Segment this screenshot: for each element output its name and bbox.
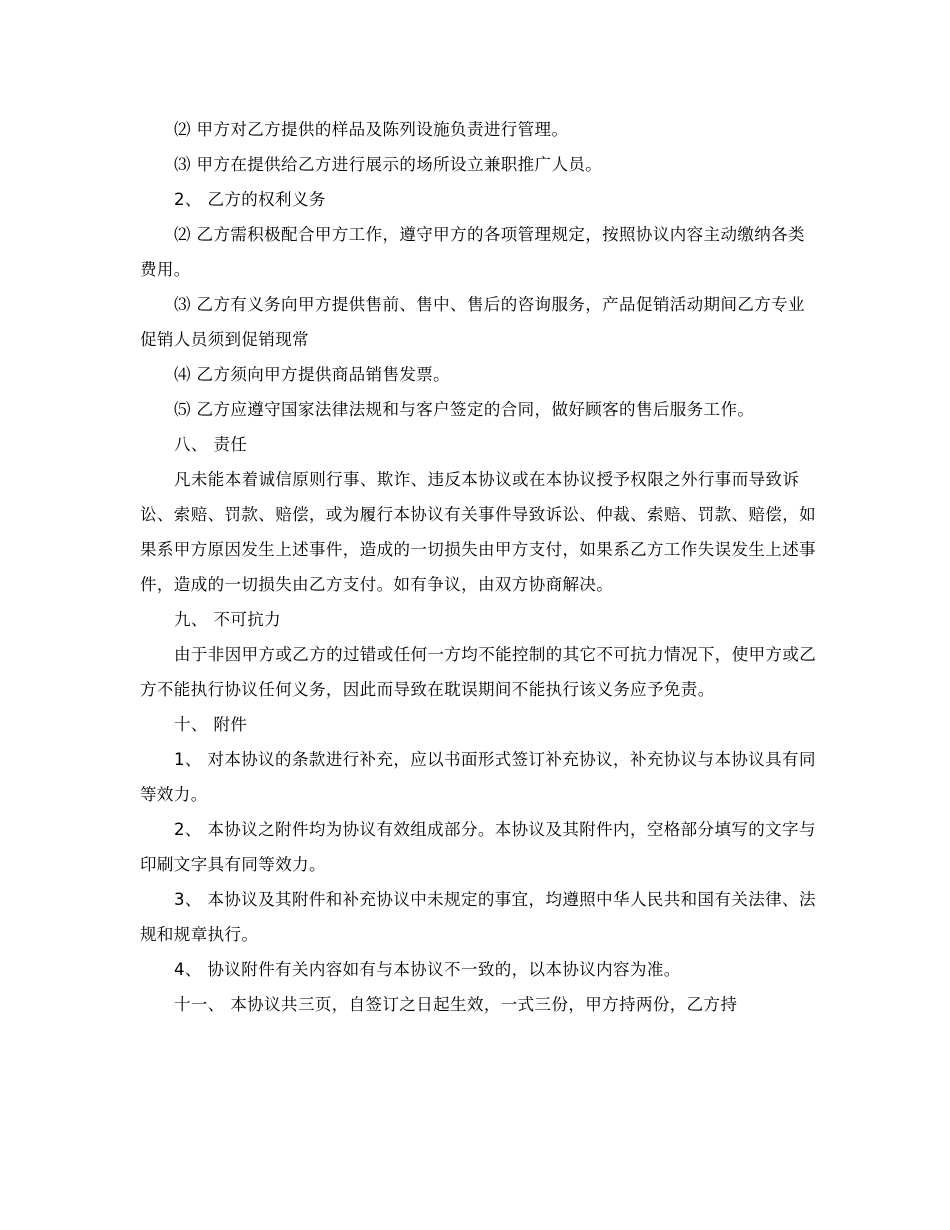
heading-section-8: 八、 责任 [174, 435, 248, 454]
paragraph-force-majeure: 由于非因甲方或乙方的过错或任何一方均不能控制的其它不可抗力情况下，使甲方或乙方不能执行协议任何义务，因此而导致在耽误期间不能执行该义务应予免责。 [140, 645, 817, 699]
paragraph-b-3: ⑶ 乙方有义务向甲方提供售前、售中、售后的咨询服务，产品促销活动期间乙方专业促销人员须到促销现常 [140, 295, 805, 349]
paragraph-annex-1: 1、 对本协议的条款进行补充，应以书面形式签订补充协议，补充协议与本协议具有同等效力。 [140, 750, 816, 804]
paragraph-section-11: 十一、 本协议共三页，自签订之日起生效，一式三份，甲方持两份，乙方持 [174, 995, 738, 1014]
paragraph-a-3: ⑶ 甲方在提供给乙方进行展示的场所设立兼职推广人员。 [174, 155, 603, 174]
paragraph-annex-3: 3、 本协议及其附件和补充协议中未规定的事宜，均遵照中华人民共和国有关法律、法规和规章执行。 [140, 890, 816, 944]
paragraph-a-2: ⑵ 甲方对乙方提供的样品及陈列设施负责进行管理。 [174, 120, 569, 139]
paragraph-annex-2: 2、 本协议之附件均为协议有效组成部分。本协议及其附件内，空格部分填写的文字与印刷文字具有同等效力。 [140, 820, 816, 874]
paragraph-liability: 凡未能本着诚信原则行事、欺诈、违反本协议或在本协议授予权限之外行事而导致诉讼、索赔、罚款、赔偿，或为履行本协议有关事件导致诉讼、仲裁、索赔、罚款、赔偿，如果系甲方原因发生上述事件，造成的一切损失由甲方支付，如果系乙方工作失误发生上述事件，造成的一切损失由乙方支付。如有争议，由双方协商解决。 [140, 470, 816, 594]
heading-party-b-rights: 2、 乙方的权利义务 [174, 190, 326, 209]
paragraph-b-4: ⑷ 乙方须向甲方提供商品销售发票。 [174, 365, 451, 384]
heading-section-10: 十、 附件 [174, 715, 248, 734]
paragraph-b-2: ⑵ 乙方需积极配合甲方工作，遵守甲方的各项管理规定，按照协议内容主动缴纳各类费用。 [140, 225, 805, 279]
heading-section-9: 九、 不可抗力 [174, 610, 282, 629]
document-body [140, 112, 820, 1022]
paragraph-b-5: ⑸ 乙方应遵守国家法律法规和与客户签定的合同，做好顾客的售后服务工作。 [174, 400, 755, 419]
paragraph-annex-4: 4、 协议附件有关内容如有与本协议不一致的，以本协议内容为准。 [174, 960, 681, 979]
